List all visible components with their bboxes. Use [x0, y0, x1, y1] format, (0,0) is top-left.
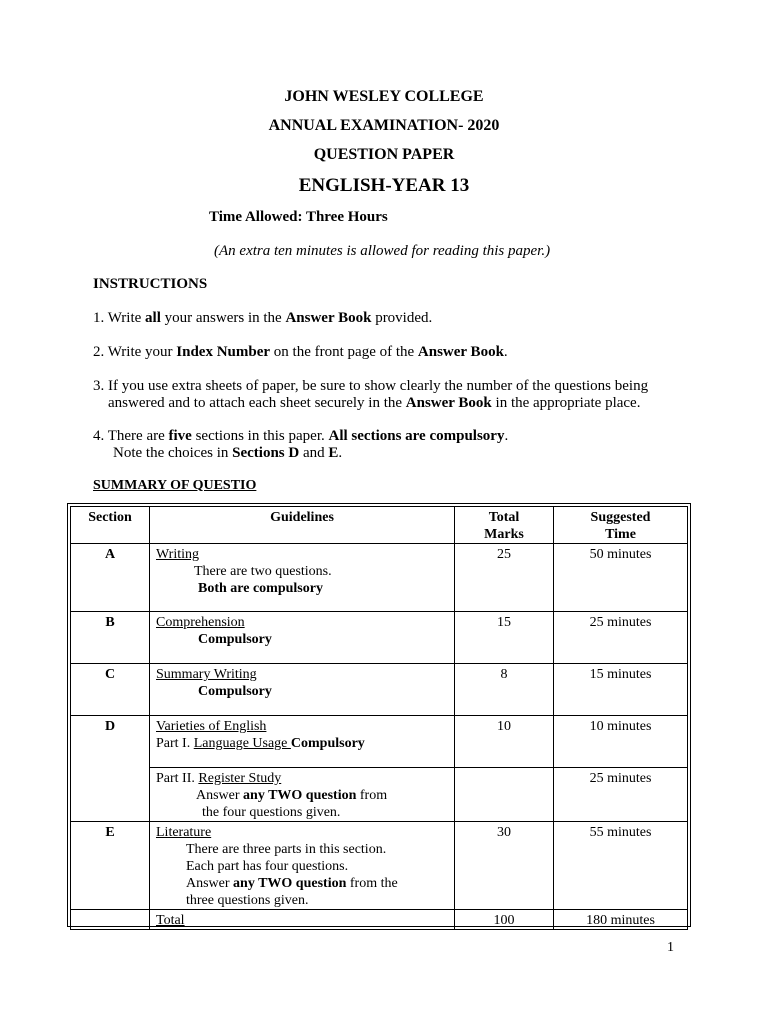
- exam-title: ANNUAL EXAMINATION- 2020: [268, 117, 500, 134]
- table-row: C Summary Writing Compulsory 8 15 minutes: [71, 664, 688, 716]
- reading-note: (An extra ten minutes is allowed for reading this paper.): [214, 243, 551, 259]
- table-row: B Comprehension Compulsory 15 25 minutes: [71, 612, 688, 664]
- instruction-4: 4. There are five sections in this paper. All sections are compulsory. Note the choices in Sections D and E.: [93, 428, 509, 461]
- instruction-1: 1. Write all your answers in the Answer Book provided.: [93, 310, 433, 326]
- table-row-total: Total 100 180 minutes: [71, 910, 688, 930]
- header-time: Suggested Time: [554, 507, 688, 544]
- page-number: 1: [667, 940, 674, 955]
- header-marks: Total Marks: [455, 507, 554, 544]
- paper-title: QUESTION PAPER: [313, 146, 455, 163]
- summary-heading: SUMMARY OF QUESTIO: [93, 478, 257, 493]
- instruction-3: 3. If you use extra sheets of paper, be sure to show clearly the number of the questions being answered and to attach each sheet securely in the Answer Book in the appropriate place.: [93, 378, 649, 411]
- table-row: Part II. Register Study Answer any TWO question from the four questions given. 25 minutes: [71, 768, 688, 822]
- time-allowed: Time Allowed: Three Hours: [209, 209, 388, 225]
- table-row: D Varieties of English Part I. Language Usage Compulsory 10 10 minutes: [71, 716, 688, 768]
- summary-table: [70, 506, 688, 930]
- table-row: A Writing There are two questions. Both are compulsory 25 50 minutes: [71, 544, 688, 612]
- subject-title: ENGLISH-YEAR 13: [298, 175, 470, 196]
- college-name: JOHN WESLEY COLLEGE: [284, 88, 484, 105]
- header-section: Section: [71, 507, 150, 544]
- instruction-2: 2. Write your Index Number on the front page of the Answer Book.: [93, 344, 508, 360]
- header-guidelines: Guidelines: [150, 507, 455, 544]
- table-row: E Literature There are three parts in this section. Each part has four questions. Answer any TWO question from the three questions given. 30 55 minutes: [71, 822, 688, 910]
- table-header-row: [71, 507, 688, 544]
- instructions-heading: INSTRUCTIONS: [93, 276, 208, 292]
